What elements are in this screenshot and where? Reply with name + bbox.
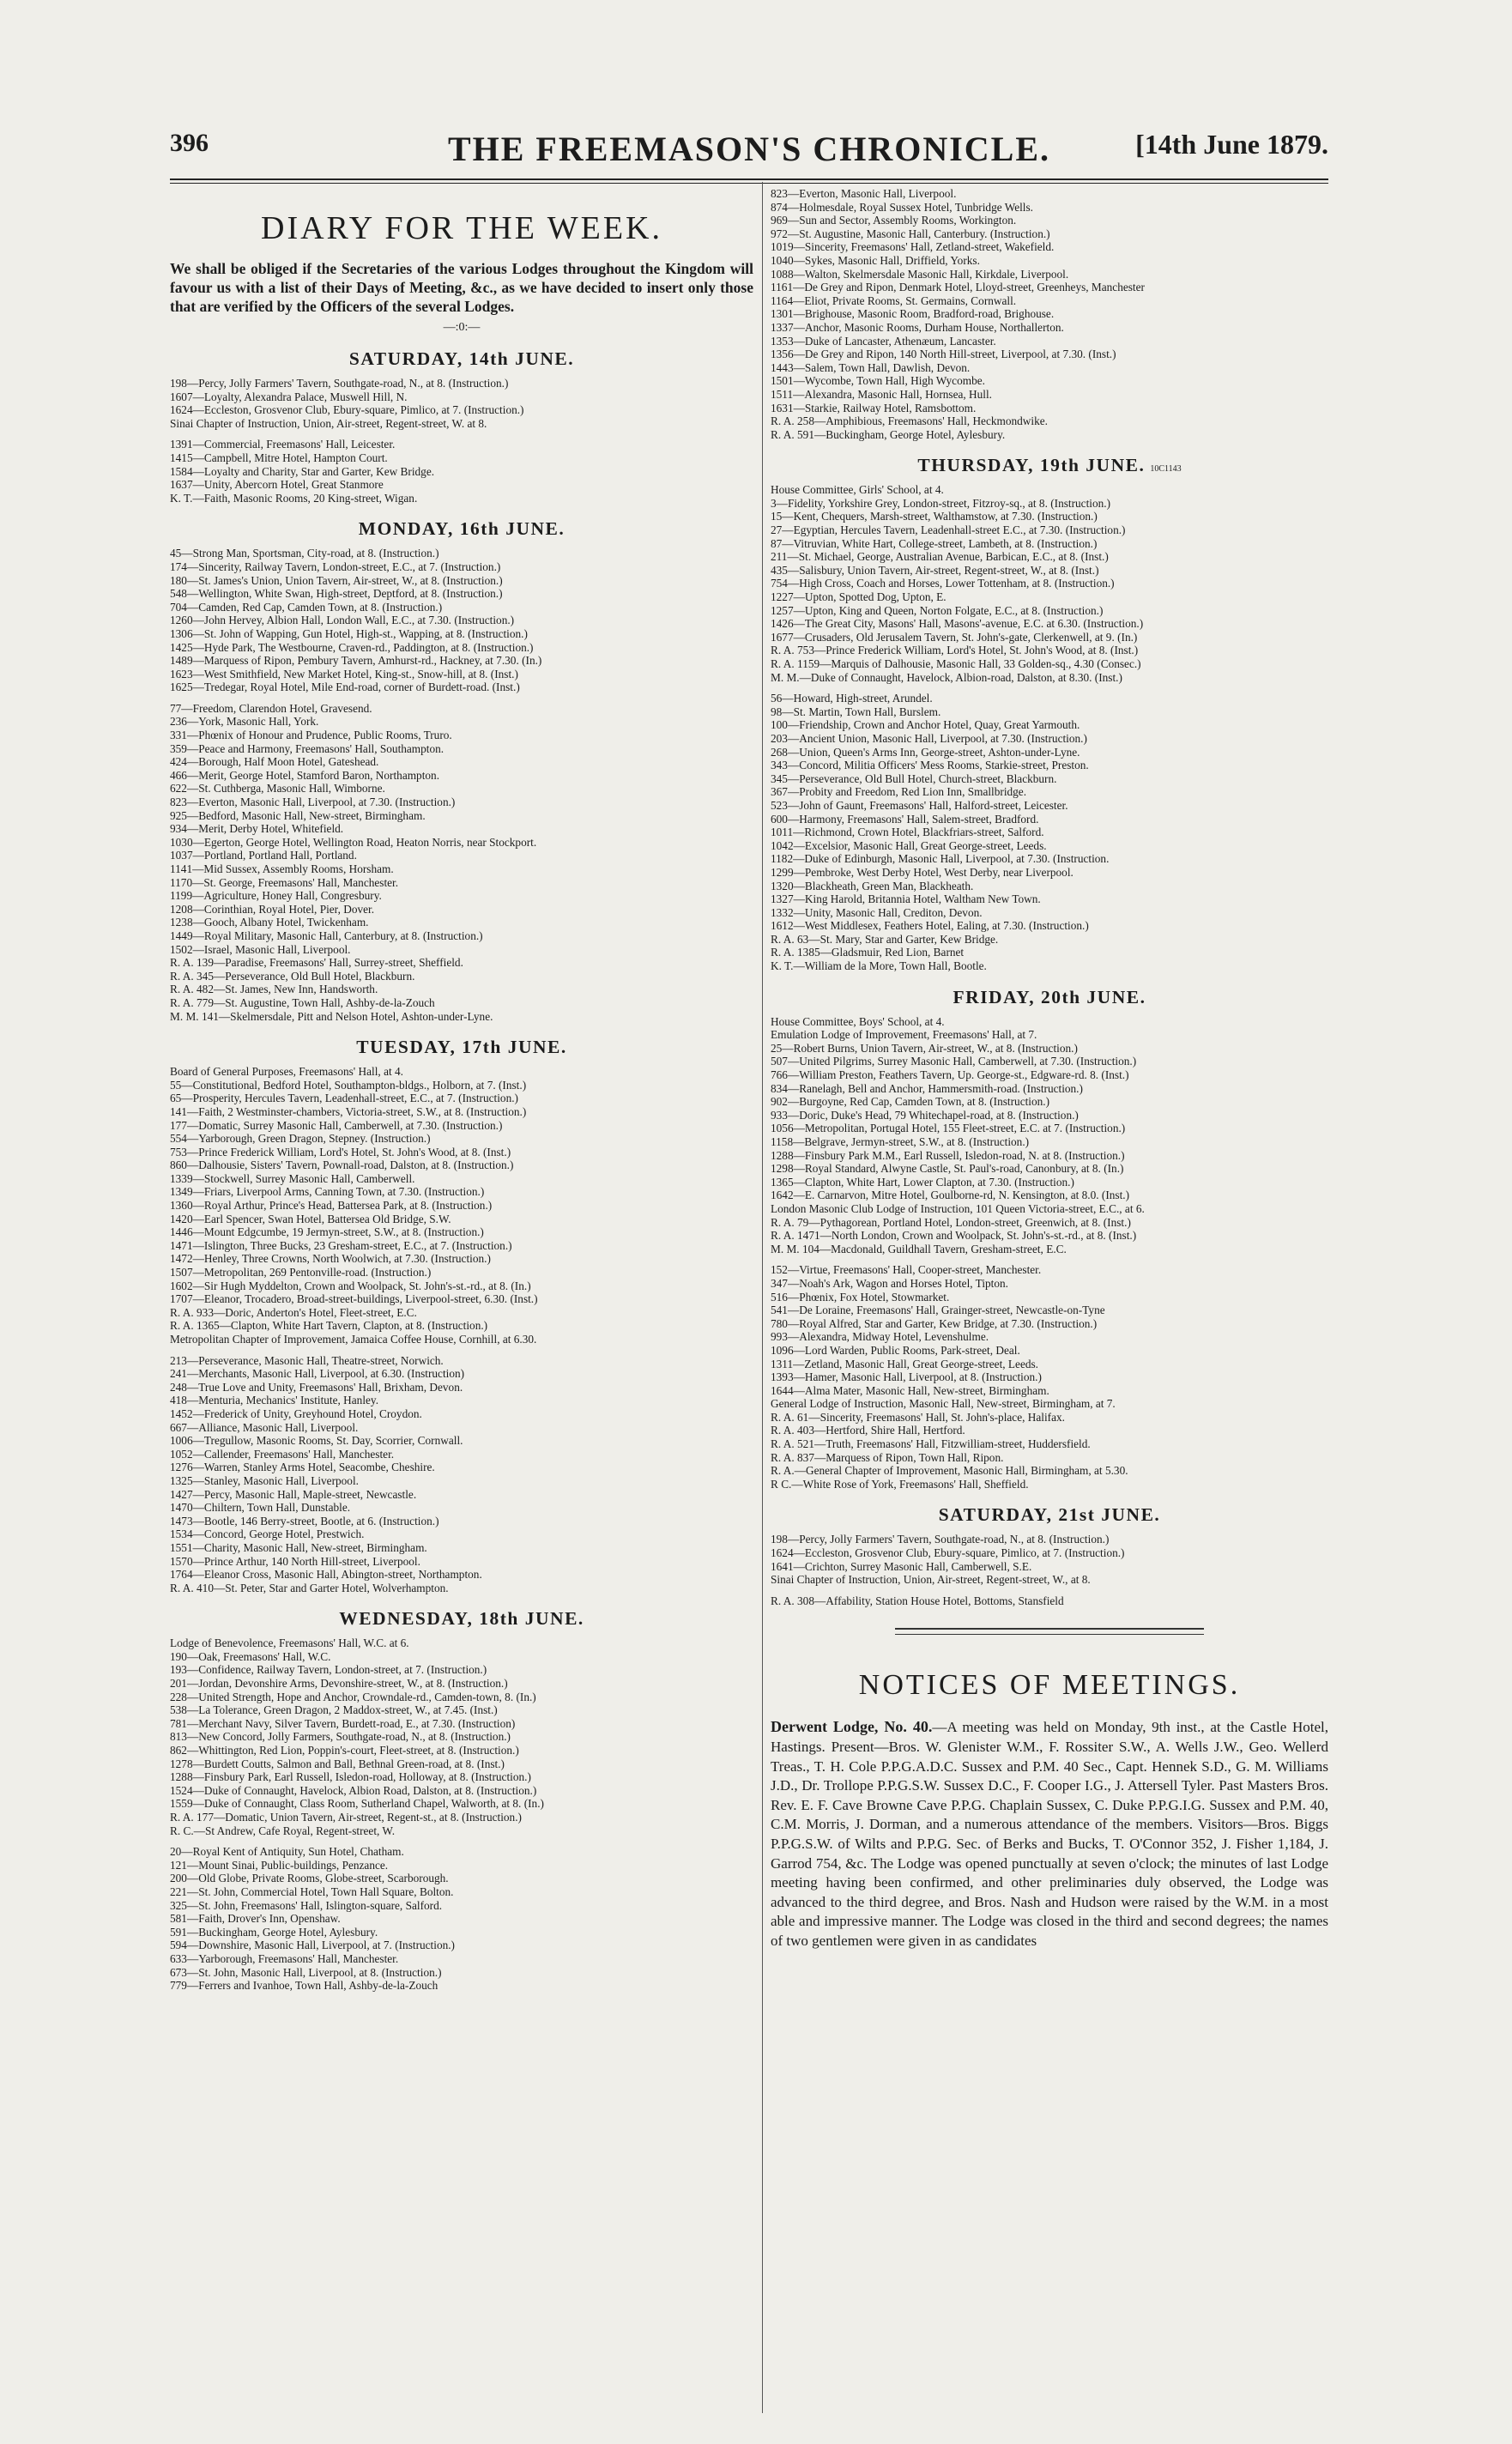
lodge-entry: R. A. 345—Perseverance, Old Bull Hotel, Blackburn. [170, 969, 415, 983]
left-column [170, 187, 753, 2410]
diary-heading: DIARY FOR THE WEEK. [261, 210, 662, 246]
lodge-entry: 1452—Frederick of Unity, Greyhound Hotel, Croydon. [170, 1407, 422, 1420]
lodge-entry: 268—Union, Queen's Arms Inn, George-street, Ashton-under-Lyne. [771, 745, 1080, 759]
thursday-title: THURSDAY, 19th JUNE. [917, 455, 1146, 476]
lodge-entry: 1584—Loyalty and Charity, Star and Garter, Kew Bridge. [170, 464, 435, 478]
section-rule [895, 1628, 1204, 1630]
entry-gap [170, 1837, 753, 1845]
lodge-entry: 1644—Alma Mater, Masonic Hall, New-street, Birmingham. [771, 1383, 1049, 1397]
lodge-entry: R. A. 933—Doric, Anderton's Hotel, Fleet-street, E.C. [170, 1305, 417, 1319]
lodge-entry: 1040—Sykes, Masonic Hall, Driffield, Yorks. [771, 253, 980, 267]
lodge-entry: 1199—Agriculture, Honey Hall, Congresbury. [170, 889, 382, 903]
lodge-entry: 1443—Salem, Town Hall, Dawlish, Devon. [771, 360, 971, 374]
issue-date: [14th June 1879. [1135, 129, 1328, 160]
lodge-entry: 141—Faith, 2 Westminster-chambers, Victoria-street, S.W., at 8. (Instruction.) [170, 1104, 527, 1118]
lodge-entry: 1276—Warren, Stanley Arms Hotel, Seacombe, Cheshire. [170, 1461, 435, 1474]
lodge-entry: 1507—Metropolitan, 269 Pentonville-road. (Instruction.) [170, 1266, 432, 1279]
lodge-entry: 1096—Lord Warden, Public Rooms, Park-street, Deal. [771, 1343, 1020, 1357]
lodge-entry: 1624—Eccleston, Grosvenor Club, Ebury-square, Pimlico, at 7. (Instruction.) [771, 1546, 1125, 1560]
lodge-entry: 1006—Tregullow, Masonic Rooms, St. Day, Scorrier, Cornwall. [170, 1434, 463, 1448]
lodge-entry: 1042—Excelsior, Masonic Hall, Great George-street, Leeds. [771, 838, 1047, 852]
lodge-entry: 781—Merchant Navy, Silver Tavern, Burdett-road, E., at 7.30. (Instruction) [170, 1716, 516, 1730]
lodge-entry: Lodge of Benevolence, Freemasons' Hall, W.C. at 6. [170, 1636, 409, 1650]
lodge-entry: 236—York, Masonic Hall, York. [170, 715, 319, 729]
diary-intro: We shall be obliged if the Secretaries of the various Lodges throughout the Kingdom will favour us with a list of their Days of Meeting, &c., as we have decided to insert only those that are verified by the Officers of the several Lodges. [170, 260, 753, 315]
lodge-entry: R. A. 410—St. Peter, Star and Garter Hotel, Wolverhampton. [170, 1581, 449, 1594]
day-heading-wednesday-18: WEDNESDAY, 18th JUNE. [339, 1608, 584, 1630]
lodge-entry: 56—Howard, High-street, Arundel. [771, 692, 933, 705]
lodge-entry: 1238—Gooch, Albany Hotel, Twickenham. [170, 916, 369, 929]
day-heading-thursday-19 [771, 455, 1328, 476]
lodge-entry: 581—Faith, Drover's Inn, Openshaw. [170, 1912, 341, 1926]
lodge-entry: 180—St. James's Union, Union Tavern, Air-street, W., at 8. (Instruction.) [170, 573, 503, 587]
day-heading-friday-20: FRIDAY, 20th JUNE. [953, 986, 1146, 1007]
lodge-entry: 200—Old Globe, Private Rooms, Globe-street, Scarborough. [170, 1872, 449, 1885]
lodge-entry: 1161—De Grey and Ripon, Denmark Hotel, Lloyd-street, Greenheys, Manchester [771, 281, 1145, 294]
section-rule-thin [895, 1634, 1204, 1635]
lodge-entry: 1449—Royal Military, Masonic Hall, Canterbury, at 8. (Instruction.) [170, 929, 483, 942]
lodge-entry: 3—Fidelity, Yorkshire Grey, London-street, Fitzroy-sq., at 8. (Instruction.) [771, 496, 1111, 510]
day-heading-saturday-21: SATURDAY, 21st JUNE. [938, 1504, 1161, 1526]
lodge-entry: K. T.—Faith, Masonic Rooms, 20 King-street, Wigan. [170, 491, 418, 505]
entry-gap [771, 684, 1328, 692]
lodge-entry: 823—Everton, Masonic Hall, Liverpool, at 7.30. (Instruction.) [170, 796, 456, 809]
lodge-entry: 228—United Strength, Hope and Anchor, Crowndale-rd., Camden-town, 8. (In.) [170, 1690, 536, 1703]
lodge-entry: 1607—Loyalty, Alexandra Palace, Muswell Hill, N. [170, 390, 408, 403]
lodge-entry: R. A. 753—Prince Frederick William, Lord's Hotel, St. John's Wood, at 8. (Inst.) [771, 644, 1139, 657]
lodge-entry: 367—Probity and Freedom, Red Lion Inn, Smallbridge. [771, 785, 1027, 799]
lodge-entry: 834—Ranelagh, Bell and Anchor, Hammersmith-road. (Instruction.) [771, 1081, 1083, 1095]
notices-heading: NOTICES OF MEETINGS. [858, 1669, 1241, 1702]
lodge-entry: Sinai Chapter of Instruction, Union, Air-street, Regent-street, W. at 8. [170, 416, 487, 430]
lodge-entry: 1473—Bootle, 146 Berry-street, Bootle, at 6. (Instruction.) [170, 1514, 439, 1528]
publication-title: THE FREEMASON'S CHRONICLE. [447, 130, 1051, 168]
lodge-entry: 523—John of Gaunt, Freemasons' Hall, Halford-street, Leicester. [771, 798, 1068, 812]
lodge-entry: 538—La Tolerance, Green Dragon, 2 Maddox-street, W., at 7.45. (Inst.) [170, 1703, 498, 1717]
lodge-entry: R. A. 403—Hertford, Shire Hall, Hertford. [771, 1424, 965, 1437]
lodge-entry: 100—Friendship, Crown and Anchor Hotel, Quay, Great Yarmouth. [771, 718, 1080, 732]
lodge-entry: R. A. 63—St. Mary, Star and Garter, Kew Bridge. [771, 932, 999, 946]
lodge-entry: 466—Merit, George Hotel, Stamford Baron, Northampton. [170, 768, 440, 782]
entries-wednesday-18-continued [771, 187, 1328, 441]
day-heading-monday-16: MONDAY, 16th JUNE. [358, 518, 565, 540]
lodge-entry: 1446—Mount Edgcumbe, 19 Jermyn-street, S.W., at 8. (Instruction.) [170, 1225, 484, 1239]
entries-monday-16 [170, 547, 753, 1023]
lodge-entry: 174—Sincerity, Railway Tavern, London-street, E.C., at 7. (Instruction.) [170, 560, 501, 573]
lodge-entry: 594—Downshire, Masonic Hall, Liverpool, at 7. (Instruction.) [170, 1939, 455, 1952]
lodge-entry: 753—Prince Frederick William, Lord's Hotel, St. John's Wood, at 8. (Inst.) [170, 1145, 511, 1158]
lodge-entry: K. T.—William de la More, Town Hall, Bootle. [771, 959, 987, 973]
lodge-entry: 969—Sun and Sector, Assembly Rooms, Workington. [771, 214, 1017, 227]
lodge-entry: 198—Percy, Jolly Farmers' Tavern, Southgate-road, N., at 8. (Instruction.) [771, 1533, 1110, 1546]
lodge-entry: R. A. 779—St. Augustine, Town Hall, Ashby-de-la-Zouch [170, 995, 435, 1009]
lodge-entry: 1208—Corinthian, Royal Hotel, Pier, Dover. [170, 902, 375, 916]
lodge-entry: 1365—Clapton, White Hart, Lower Clapton, at 7.30. (Instruction.) [771, 1175, 1074, 1189]
lodge-entry: 1182—Duke of Edinburgh, Masonic Hall, Liverpool, at 7.30. (Instruction. [771, 852, 1110, 866]
lodge-entry: 325—St. John, Freemasons' Hall, Islington-square, Salford. [170, 1898, 443, 1912]
lodge-entry: 177—Domatic, Surrey Masonic Hall, Camberwell, at 7.30. (Instruction.) [170, 1118, 503, 1132]
lodge-entry: 1164—Eliot, Private Rooms, St. Germains, Cornwall. [771, 293, 1017, 307]
lodge-entry: 1349—Friars, Liverpool Arms, Canning Town, at 7.30. (Instruction.) [170, 1185, 485, 1199]
entry-gap [170, 694, 753, 702]
lodge-entry: 77—Freedom, Clarendon Hotel, Gravesend. [170, 701, 372, 715]
lodge-entry: 1511—Alexandra, Masonic Hall, Hornsea, Hull. [771, 387, 992, 401]
lodge-entry: R. A.—General Chapter of Improvement, Masonic Hall, Birmingham, at 5.30. [771, 1464, 1128, 1478]
lodge-entry: R. A. 482—St. James, New Inn, Handsworth. [170, 983, 378, 996]
lodge-entry: M. M. 104—Macdonald, Guildhall Tavern, Gresham-street, E.C. [771, 1242, 1067, 1255]
lodge-entry: 1298—Royal Standard, Alwyne Castle, St. Paul's-road, Canonbury, at 8. (In.) [771, 1162, 1124, 1176]
lodge-entry: 1360—Royal Arthur, Prince's Head, Battersea Park, at 8. (Instruction.) [170, 1199, 493, 1213]
lodge-entry: R. C.—St Andrew, Cafe Royal, Regent-street, W. [170, 1824, 396, 1837]
lodge-entry: 211—St. Michael, George, Australian Avenue, Barbican, E.C., at 8. (Inst.) [771, 550, 1109, 564]
lodge-entry: 331—Phœnix of Honour and Prudence, Public Rooms, Truro. [170, 729, 452, 742]
lodge-entry: 418—Menturia, Mechanics' Institute, Hanley. [170, 1394, 379, 1407]
entries-friday-20 [771, 1015, 1328, 1491]
lodge-entry: 1356—De Grey and Ripon, 140 North Hill-street, Liverpool, at 7.30. (Inst.) [771, 348, 1116, 361]
lodge-entry: 754—High Cross, Coach and Horses, Lower Tottenham, at 8. (Instruction.) [771, 577, 1115, 590]
lodge-entry: 1325—Stanley, Masonic Hall, Liverpool. [170, 1473, 359, 1487]
day-heading-tuesday-17: TUESDAY, 17th JUNE. [356, 1037, 567, 1058]
lodge-entry: 972—St. Augustine, Masonic Hall, Canterbury. (Instruction.) [771, 227, 1050, 240]
lodge-entry: 152—Virtue, Freemasons' Hall, Cooper-street, Manchester. [771, 1263, 1042, 1277]
lodge-entry: 507—United Pilgrims, Surrey Masonic Hall, Camberwell, at 7.30. (Instruction.) [771, 1055, 1137, 1068]
lodge-entry: 1420—Earl Spencer, Swan Hotel, Battersea Old Bridge, S.W. [170, 1212, 451, 1225]
lodge-entry: 213—Perseverance, Masonic Hall, Theatre-street, Norwich. [170, 1353, 444, 1367]
lodge-entry: 1391—Commercial, Freemasons' Hall, Leicester. [170, 438, 396, 451]
column-divider [762, 182, 763, 2413]
lodge-entry: 673—St. John, Masonic Hall, Liverpool, at 8. (Instruction.) [170, 1965, 442, 1979]
lodge-entry: 1288—Finsbury Park M.M., Earl Russell, Isledon-road, N. at 8. (Instruction.) [771, 1148, 1125, 1162]
lodge-entry: 993—Alexandra, Midway Hotel, Levenshulme. [771, 1330, 989, 1344]
lodge-entry: 435—Salisbury, Union Tavern, Air-street, Regent-street, W., at 8. (Inst.) [771, 563, 1099, 577]
lodge-entry: 1501—Wycombe, Town Hall, High Wycombe. [771, 374, 985, 388]
lodge-entry: Metropolitan Chapter of Improvement, Jamaica Coffee House, Cornhill, at 6.30. [170, 1333, 537, 1346]
lodge-entry: 1332—Unity, Masonic Hall, Crediton, Devon. [771, 905, 983, 919]
lodge-entry: 343—Concord, Militia Officers' Mess Rooms, Starkie-street, Preston. [771, 759, 1089, 772]
lodge-entry: 198—Percy, Jolly Farmers' Tavern, Southgate-road, N., at 8. (Instruction.) [170, 377, 509, 390]
lodge-entry: 1624—Eccleston, Grosvenor Club, Ebury-square, Pimlico, at 7. (Instruction.) [170, 403, 524, 417]
lodge-entry: 1301—Brighouse, Masonic Room, Bradford-road, Brighouse. [771, 307, 1055, 321]
lodge-entry: 1227—Upton, Spotted Dog, Upton, E. [771, 590, 947, 604]
lodge-entry: 1677—Crusaders, Old Jerusalem Tavern, St. John's-gate, Clerkenwell, at 9. (In.) [771, 630, 1138, 644]
lodge-entry: 55—Constitutional, Bedford Hotel, Southampton-bldgs., Holborn, at 7. (Inst.) [170, 1078, 527, 1092]
lodge-entry: 20—Royal Kent of Antiquity, Sun Hotel, Chatham. [170, 1845, 404, 1859]
lodge-entry: 1471—Islington, Three Bucks, 23 Gresham-street, E.C., at 7. (Instruction.) [170, 1238, 512, 1252]
masthead-rule-thin [170, 183, 1328, 184]
lodge-entry: 862—Whittington, Red Lion, Poppin's-court, Fleet-street, at 8. (Instruction.) [170, 1744, 519, 1757]
lodge-entry: 1472—Henley, Three Crowns, North Woolwich, at 7.30. (Instruction.) [170, 1252, 491, 1266]
lodge-entry: 1170—St. George, Freemasons' Hall, Manchester. [170, 875, 399, 889]
lodge-entry: 516—Phœnix, Fox Hotel, Stowmarket. [771, 1290, 950, 1304]
lodge-entry: Board of General Purposes, Freemasons' Hall, at 4. [170, 1065, 403, 1079]
lodge-entry: London Masonic Club Lodge of Instruction, 101 Queen Victoria-street, E.C., at 6. [771, 1201, 1145, 1215]
lodge-entry: 87—Vitruvian, White Hart, College-street, Lambeth, at 8. (Instruction.) [771, 536, 1098, 550]
lodge-entry: 1019—Sincerity, Freemasons' Hall, Zetland-street, Wakefield. [771, 240, 1055, 254]
lodge-entry: 27—Egyptian, Hercules Tavern, Leadenhall-street E.C., at 7.30. (Instruction.) [771, 523, 1126, 537]
lodge-entry: 1056—Metropolitan, Portugal Hotel, 155 Fleet-street, E.C. at 7. (Instruction.) [771, 1122, 1126, 1135]
lodge-entry: 1337—Anchor, Masonic Rooms, Durham House, Northallerton. [771, 320, 1064, 334]
lodge-entry: 548—Wellington, White Swan, High-street, Deptford, at 8. (Instruction.) [170, 587, 503, 601]
lodge-entry: R C.—White Rose of York, Freemasons' Hall, Sheffield. [771, 1477, 1029, 1491]
lodge-entry: 345—Perseverance, Old Bull Hotel, Church-street, Blackburn. [771, 771, 1057, 785]
page-number: 396 [170, 129, 209, 157]
lodge-entry: 241—Merchants, Masonic Hall, Liverpool, at 6.30. (Instruction) [170, 1367, 465, 1381]
lodge-entry: R. A. 61—Sincerity, Freemasons' Hall, St. John's-place, Halifax. [771, 1410, 1065, 1424]
lodge-entry: House Committee, Boys' School, at 4. [771, 1014, 945, 1028]
lodge-entry: 1257—Upton, King and Queen, Norton Folgate, E.C., at 8. (Instruction.) [771, 603, 1104, 617]
lodge-entry: 1088—Walton, Skelmersdale Masonic Hall, Kirkdale, Liverpool. [771, 267, 1069, 281]
lodge-entry: 1612—West Middlesex, Feathers Hotel, Ealing, at 7.30. (Instruction.) [771, 919, 1089, 933]
lodge-entry: 1641—Crichton, Surrey Masonic Hall, Camberwell, S.E. [771, 1559, 1032, 1573]
lodge-entry: R. A. 1159—Marquis of Dalhousie, Masonic Hall, 33 Golden-sq., 4.30 (Consec.) [771, 657, 1141, 670]
lodge-entry: R. A. 308—Affability, Station House Hotel, Bottoms, Stansfield [771, 1594, 1064, 1607]
lodge-entry: Emulation Lodge of Improvement, Freemasons' Hall, at 7. [771, 1028, 1037, 1042]
lodge-entry: 860—Dalhousie, Sisters' Tavern, Pownall-road, Dalston, at 8. (Instruction.) [170, 1158, 514, 1172]
lodge-entry: 1327—King Harold, Britannia Hotel, Waltham New Town. [771, 892, 1041, 906]
lodge-entry: R. A. 1471—North London, Crown and Woolpack, St. John's-st.-rd., at 8. (Inst.) [771, 1229, 1137, 1243]
entries-thursday-19 [771, 483, 1328, 972]
lodge-entry: 1489—Marquess of Ripon, Pembury Tavern, Amhurst-rd., Hackney, at 7.30. (In.) [170, 654, 542, 668]
notice-derwent-lodge [771, 1717, 1328, 1951]
lodge-entry: 1625—Tredegar, Royal Hotel, Mile End-road, corner of Burdett-road. (Inst.) [170, 681, 520, 694]
lodge-entry: M. M.—Duke of Connaught, Havelock, Albion-road, Dalston, at 8.30. (Inst.) [771, 670, 1122, 684]
lodge-entry: 591—Buckingham, George Hotel, Aylesbury. [170, 1925, 378, 1939]
lodge-entry: 902—Burgoyne, Red Cap, Camden Town, at 8. (Instruction.) [771, 1095, 1050, 1109]
lodge-entry: 1425—Hyde Park, The Westbourne, Craven-rd., Paddington, at 8. (Instruction.) [170, 640, 534, 654]
lodge-entry: 193—Confidence, Railway Tavern, London-street, at 7. (Instruction.) [170, 1663, 487, 1677]
lodge-entry: 201—Jordan, Devonshire Arms, Devonshire-street, W., at 8. (Instruction.) [170, 1677, 508, 1691]
lodge-entry: 1631—Starkie, Railway Hotel, Ramsbottom. [771, 401, 977, 414]
entries-wednesday-18 [170, 1636, 753, 1992]
lodge-entry: 1141—Mid Sussex, Assembly Rooms, Horsham. [170, 862, 394, 875]
lodge-entry: House Committee, Girls' School, at 4. [771, 483, 944, 497]
masthead-rule [170, 178, 1328, 180]
lodge-entry: 1311—Zetland, Masonic Hall, Great George-street, Leeds. [771, 1357, 1039, 1370]
lodge-entry: 1158—Belgrave, Jermyn-street, S.W., at 8. (Instruction.) [771, 1135, 1030, 1148]
lodge-entry: General Lodge of Instruction, Masonic Hall, New-street, Birmingham, at 7. [771, 1397, 1116, 1411]
entries-tuesday-17 [170, 1065, 753, 1594]
lodge-entry: 221—St. John, Commercial Hotel, Town Hall Square, Bolton. [170, 1884, 454, 1898]
lodge-entry: 1570—Prince Arthur, 140 North Hill-street, Liverpool. [170, 1554, 420, 1568]
entry-gap [771, 1255, 1328, 1263]
notice-body: —A meeting was held on Monday, 9th inst., at the Castle Hotel, Hastings. Present—Bros. W. Glenister W.M., F. Rossiter S.W., A. Wells J.W., Geo. Wellerd Treas., T. H. Cole P.P.G.A.D.C. Sussex and P.M. 40 Sec., Capt. Hennek S.D., G. M. Williams J.D., Dr. Trollope P.P.G.S.W. Sussex D.C., F. Cooper I.G., J. Attersell Tyler. Past Masters Bros. Rev. E. F. Cave Browne Cave P.P.G. Chaplain Sussex, C. Duke P.P.G.I.G. Sussex and P.M. 40, C.M. Morris, J. Dorman, and a numerous attendance of the members. Visitors—Bros. Biggs P.P.G.S.W. of Wilts and P.P.G. Sec. of Berks and Bucks, T. O'Connor 352, J. Fisher 1,184, J. Garrod 754, &c. The Lodge was opened punctually at seven o'clock; the minutes of last Lodge meeting having been confirmed, and other preliminaries duly observed, the Lodge was advanced to the third degree, and Bros. Nash and Hudson were raised by the W.M. in a most able and impressive manner. The Lodge was closed in the third and second degrees; the names of two gentlemen were given in as candidates [771, 1719, 1328, 1949]
lodge-entry: 1707—Eleanor, Trocadero, Broad-street-buildings, Liverpool-street, 6.30. (Inst.) [170, 1292, 538, 1306]
lodge-entry: R. A. 139—Paradise, Freemasons' Hall, Surrey-street, Sheffield. [170, 956, 463, 970]
lodge-entry: 925—Bedford, Masonic Hall, New-street, Birmingham. [170, 808, 426, 822]
lodge-entry: 1353—Duke of Lancaster, Athenæum, Lancaster. [771, 334, 996, 348]
notice-lodge-name: Derwent Lodge, No. 40. [771, 1718, 933, 1736]
lodge-entry: 1339—Stockwell, Surrey Masonic Hall, Camberwell. [170, 1171, 415, 1185]
lodge-entry: 933—Doric, Duke's Head, 79 Whitechapel-road, at 8. (Instruction.) [771, 1108, 1079, 1122]
lodge-entry: 813—New Concord, Jolly Farmers, Southgate-road, N., at 8. (Instruction.) [170, 1730, 511, 1744]
lodge-entry: 600—Harmony, Freemasons' Hall, Salem-street, Bradford. [771, 812, 1039, 826]
lodge-entry: 934—Merit, Derby Hotel, Whitefield. [170, 822, 344, 836]
lodge-entry: 1299—Pembroke, West Derby Hotel, West Derby, near Liverpool. [771, 865, 1074, 879]
lodge-entry: M. M. 141—Skelmersdale, Pitt and Nelson Hotel, Ashton-under-Lyne. [170, 1009, 493, 1023]
lodge-entry: 1260—John Hervey, Albion Hall, London Wall, E.C., at 7.30. (Instruction.) [170, 614, 515, 627]
right-column [771, 187, 1328, 2410]
lodge-entry: 203—Ancient Union, Masonic Hall, Liverpool, at 7.30. (Instruction.) [771, 731, 1087, 745]
lodge-entry: 1278—Burdett Coutts, Salmon and Ball, Bethnal Green-road, at 8. (Inst.) [170, 1757, 505, 1770]
lodge-entry: R. A. 1385—Gladsmuir, Red Lion, Barnet [771, 946, 965, 959]
lodge-entry: 823—Everton, Masonic Hall, Liverpool. [771, 187, 957, 200]
lodge-entry: R. A. 177—Domatic, Union Tavern, Air-street, Regent-st., at 8. (Instruction.) [170, 1811, 522, 1824]
lodge-entry: 25—Robert Burns, Union Tavern, Air-street, W., at 8. (Instruction.) [771, 1041, 1078, 1055]
lodge-entry: 1052—Callender, Freemasons' Hall, Manchester. [170, 1447, 395, 1461]
lodge-entry: Sinai Chapter of Instruction, Union, Air-street, Regent-street, W., at 8. [771, 1573, 1091, 1587]
entry-gap [170, 430, 753, 438]
entry-gap [170, 1346, 753, 1354]
lodge-entry: 1551—Charity, Masonic Hall, New-street, Birmingham. [170, 1540, 427, 1554]
lodge-entry: R. A. 258—Amphibious, Freemasons' Hall, Heckmondwike. [771, 414, 1048, 428]
lodge-entry: 622—St. Cuthberga, Masonic Hall, Wimborne. [170, 782, 385, 796]
lodge-entry: 1642—E. Carnarvon, Mitre Hotel, Goulborne-rd, N. Kensington, at 8.0. (Inst.) [771, 1189, 1130, 1202]
lodge-entry: 1602—Sir Hugh Myddelton, Crown and Woolpack, St. John's-st.-rd., at 8. (In.) [170, 1279, 531, 1292]
lodge-entry: 1393—Hamer, Masonic Hall, Liverpool, at 8. (Instruction.) [771, 1370, 1042, 1384]
lodge-entry: 1502—Israel, Masonic Hall, Liverpool. [170, 942, 351, 956]
lodge-entry: 1415—Campbell, Mitre Hotel, Hampton Court. [170, 451, 388, 464]
lodge-entry: 780—Royal Alfred, Star and Garter, Kew Bridge, at 7.30. (Instruction.) [771, 1316, 1098, 1330]
lodge-entry: R. A. 591—Buckingham, George Hotel, Aylesbury. [771, 427, 1006, 441]
lodge-entry: 633—Yarborough, Freemasons' Hall, Manchester. [170, 1951, 399, 1965]
lodge-entry: 1320—Blackheath, Green Man, Blackheath. [771, 879, 974, 892]
entries-saturday-14 [170, 377, 753, 505]
lodge-entry: R. A. 521—Truth, Freemasons' Hall, Fitzwilliam-street, Huddersfield. [771, 1437, 1091, 1451]
lodge-entry: 1637—Unity, Abercorn Hotel, Great Stanmore [170, 478, 384, 492]
lodge-entry: 65—Prosperity, Hercules Tavern, Leadenhall-street, E.C., at 7. (Instruction.) [170, 1092, 518, 1105]
lodge-entry: 359—Peace and Harmony, Freemasons' Hall, Southampton. [170, 741, 445, 755]
lodge-entry: 874—Holmesdale, Royal Sussex Hotel, Tunbridge Wells. [771, 200, 1033, 214]
lodge-entry: 45—Strong Man, Sportsman, City-road, at 8. (Instruction.) [170, 547, 439, 560]
lodge-entry: 667—Alliance, Masonic Hall, Liverpool. [170, 1420, 359, 1434]
lodge-entry: 1470—Chiltern, Town Hall, Dunstable. [170, 1501, 351, 1515]
lodge-entry: 1288—Finsbury Park, Earl Russell, Isledon-road, Holloway, at 8. (Instruction.) [170, 1770, 531, 1784]
entry-gap [771, 1587, 1328, 1594]
lodge-entry: 1030—Egerton, George Hotel, Wellington Road, Heaton Norris, near Stockport. [170, 835, 537, 849]
lodge-entry: R. A. 837—Marquess of Ripon, Town Hall, Ripon. [771, 1450, 1004, 1464]
lodge-entry: 1559—Duke of Connaught, Class Room, Sutherland Chapel, Walworth, at 8. (In.) [170, 1797, 544, 1811]
lodge-entry: 347—Noah's Ark, Wagon and Horses Hotel, Tipton. [771, 1276, 1008, 1290]
lodge-entry: 1623—West Smithfield, New Market Hotel, King-st., Snow-hill, at 8. (Inst.) [170, 667, 518, 681]
day-heading-saturday-14: SATURDAY, 14th JUNE. [348, 348, 575, 369]
lodge-entry: 1534—Concord, George Hotel, Prestwich. [170, 1528, 365, 1541]
lodge-entry: 1524—Duke of Connaught, Havelock, Albion Road, Dalston, at 8. (Instruction.) [170, 1783, 537, 1797]
lodge-entry: 248—True Love and Unity, Freemasons' Hall, Brixham, Devon. [170, 1380, 463, 1394]
lodge-entry: R. A. 79—Pythagorean, Portland Hotel, London-street, Greenwich, at 8. (Inst.) [771, 1215, 1131, 1229]
lodge-entry: 98—St. Martin, Town Hall, Burslem. [771, 705, 941, 718]
margin-mark: 10C1143 [1150, 464, 1182, 475]
lodge-entry: 1764—Eleanor Cross, Masonic Hall, Abington-street, Northampton. [170, 1568, 482, 1582]
lodge-entry: 779—Ferrers and Ivanhoe, Town Hall, Ashby-de-la-Zouch [170, 1979, 438, 1993]
lodge-entry: 15—Kent, Chequers, Marsh-street, Walthamstow, at 7.30. (Instruction.) [771, 510, 1098, 523]
lodge-entry: 704—Camden, Red Cap, Camden Town, at 8. (Instruction.) [170, 600, 443, 614]
lodge-entry: 1306—St. John of Wapping, Gun Hotel, High-st., Wapping, at 8. (Instruction.) [170, 626, 528, 640]
lodge-entry: 1427—Percy, Masonic Hall, Maple-street, Newcastle. [170, 1487, 417, 1501]
separator: —:0:— [443, 321, 481, 334]
lodge-entry: 190—Oak, Freemasons' Hall, W.C. [170, 1649, 331, 1663]
lodge-entry: 554—Yarborough, Green Dragon, Stepney. (Instruction.) [170, 1132, 431, 1146]
lodge-entry: 121—Mount Sinai, Public-buildings, Penzance. [170, 1858, 389, 1872]
entries-saturday-21 [771, 1533, 1328, 1607]
lodge-entry: 1011—Richmond, Crown Hotel, Blackfriars-street, Salford. [771, 826, 1044, 839]
masthead [170, 129, 1328, 177]
lodge-entry: 424—Borough, Half Moon Hotel, Gateshead. [170, 755, 379, 769]
lodge-entry: 541—De Loraine, Freemasons' Hall, Grainger-street, Newcastle-on-Tyne [771, 1304, 1105, 1317]
lodge-entry: 1426—The Great City, Masons' Hall, Masons'-avenue, E.C. at 6.30. (Instruction.) [771, 617, 1144, 631]
lodge-entry: 1037—Portland, Portland Hall, Portland. [170, 849, 357, 862]
lodge-entry: R. A. 1365—Clapton, White Hart Tavern, Clapton, at 8. (Instruction.) [170, 1319, 488, 1333]
lodge-entry: 766—William Preston, Feathers Tavern, Up. George-st., Edgware-rd. 8. (Inst.) [771, 1068, 1129, 1082]
